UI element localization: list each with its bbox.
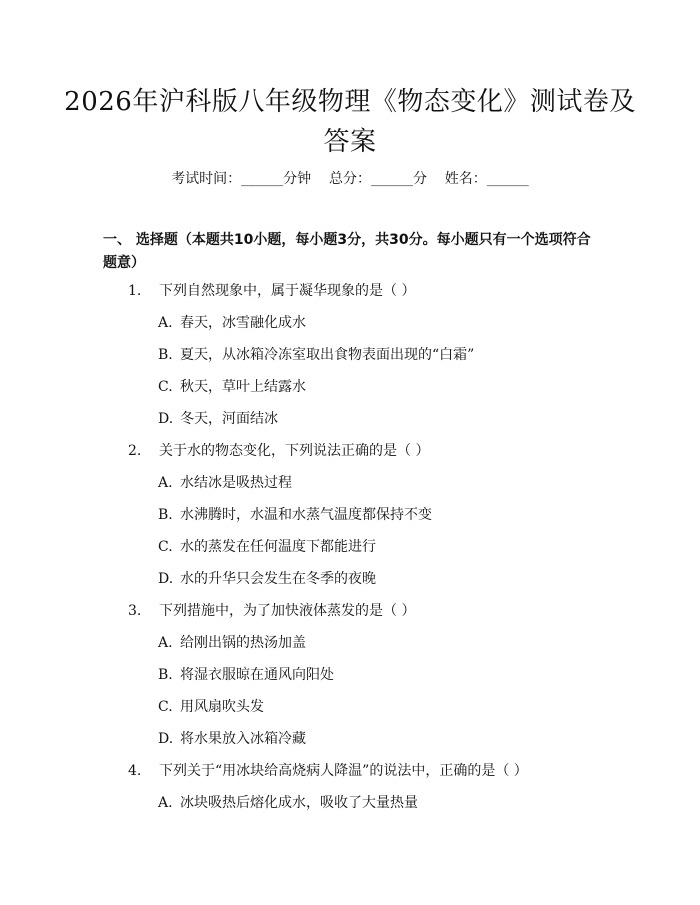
option-1c	[158, 377, 306, 397]
option-4a	[158, 793, 418, 813]
option-1d	[158, 409, 278, 429]
question-1	[128, 281, 415, 301]
section-heading: 一、 选择题（本题共10小题，每小题3分，共30分。每小题只有一个选项符合题意）	[103, 232, 591, 271]
option-letter: A.	[158, 475, 173, 491]
question-text: 关于水的物态变化，下列说法正确的是（ ）	[159, 443, 430, 459]
option-letter: A.	[158, 795, 173, 811]
option-text: 将水果放入冰箱冷藏	[180, 731, 306, 747]
exam-meta-line: 考试时间：______分钟 总分：______分 姓名：______	[171, 171, 529, 187]
option-text: 冰块吸热后熔化成水，吸收了大量热量	[180, 795, 418, 811]
option-text: 水结冰是吸热过程	[180, 475, 292, 491]
option-text: 夏天，从冰箱冷冻室取出食物表面出现的“白霜”	[180, 347, 475, 363]
option-letter: D.	[158, 731, 174, 747]
option-letter: B.	[158, 347, 173, 363]
option-3d	[158, 729, 306, 749]
document-title: 2026年沪科版八年级物理《物态变化》测试卷及答案	[64, 87, 636, 157]
option-1b	[158, 345, 474, 365]
question-text: 下列关于“用冰块给高烧病人降温”的说法中，正确的是（ ）	[159, 763, 528, 779]
option-text: 春天，冰雪融化成水	[180, 315, 306, 331]
option-1a	[158, 313, 306, 333]
question-4	[128, 761, 528, 781]
option-3a	[158, 633, 306, 653]
option-text: 冬天，河面结冰	[180, 411, 278, 427]
option-text: 将湿衣服晾在通风向阳处	[180, 667, 334, 683]
option-letter: D.	[158, 411, 174, 427]
question-text: 下列措施中，为了加快液体蒸发的是（ ）	[159, 603, 416, 619]
option-3c	[158, 697, 264, 717]
option-letter: B.	[158, 507, 173, 523]
option-text: 用风扇吹头发	[180, 699, 264, 715]
option-letter: B.	[158, 667, 173, 683]
option-letter: C.	[158, 379, 173, 395]
option-2b	[158, 505, 432, 525]
option-letter: A.	[158, 635, 173, 651]
option-3b	[158, 665, 334, 685]
option-2d	[158, 569, 376, 589]
option-text: 水沸腾时，水温和水蒸气温度都保持不变	[180, 507, 432, 523]
option-text: 秋天，草叶上结露水	[180, 379, 306, 395]
question-number: 2.	[128, 443, 142, 459]
option-2a	[158, 473, 292, 493]
option-text: 水的升华只会发生在冬季的夜晚	[180, 571, 376, 587]
option-letter: D.	[158, 571, 174, 587]
question-2	[128, 441, 429, 461]
question-text: 下列自然现象中，属于凝华现象的是（ ）	[159, 283, 416, 299]
question-number: 1.	[128, 283, 142, 299]
question-number: 3.	[128, 603, 142, 619]
option-2c	[158, 537, 376, 557]
option-letter: C.	[158, 539, 173, 555]
option-text: 给刚出锅的热汤加盖	[180, 635, 306, 651]
question-number: 4.	[128, 763, 142, 779]
option-letter: A.	[158, 315, 173, 331]
question-3	[128, 601, 415, 621]
option-letter: C.	[158, 699, 173, 715]
option-text: 水的蒸发在任何温度下都能进行	[180, 539, 376, 555]
